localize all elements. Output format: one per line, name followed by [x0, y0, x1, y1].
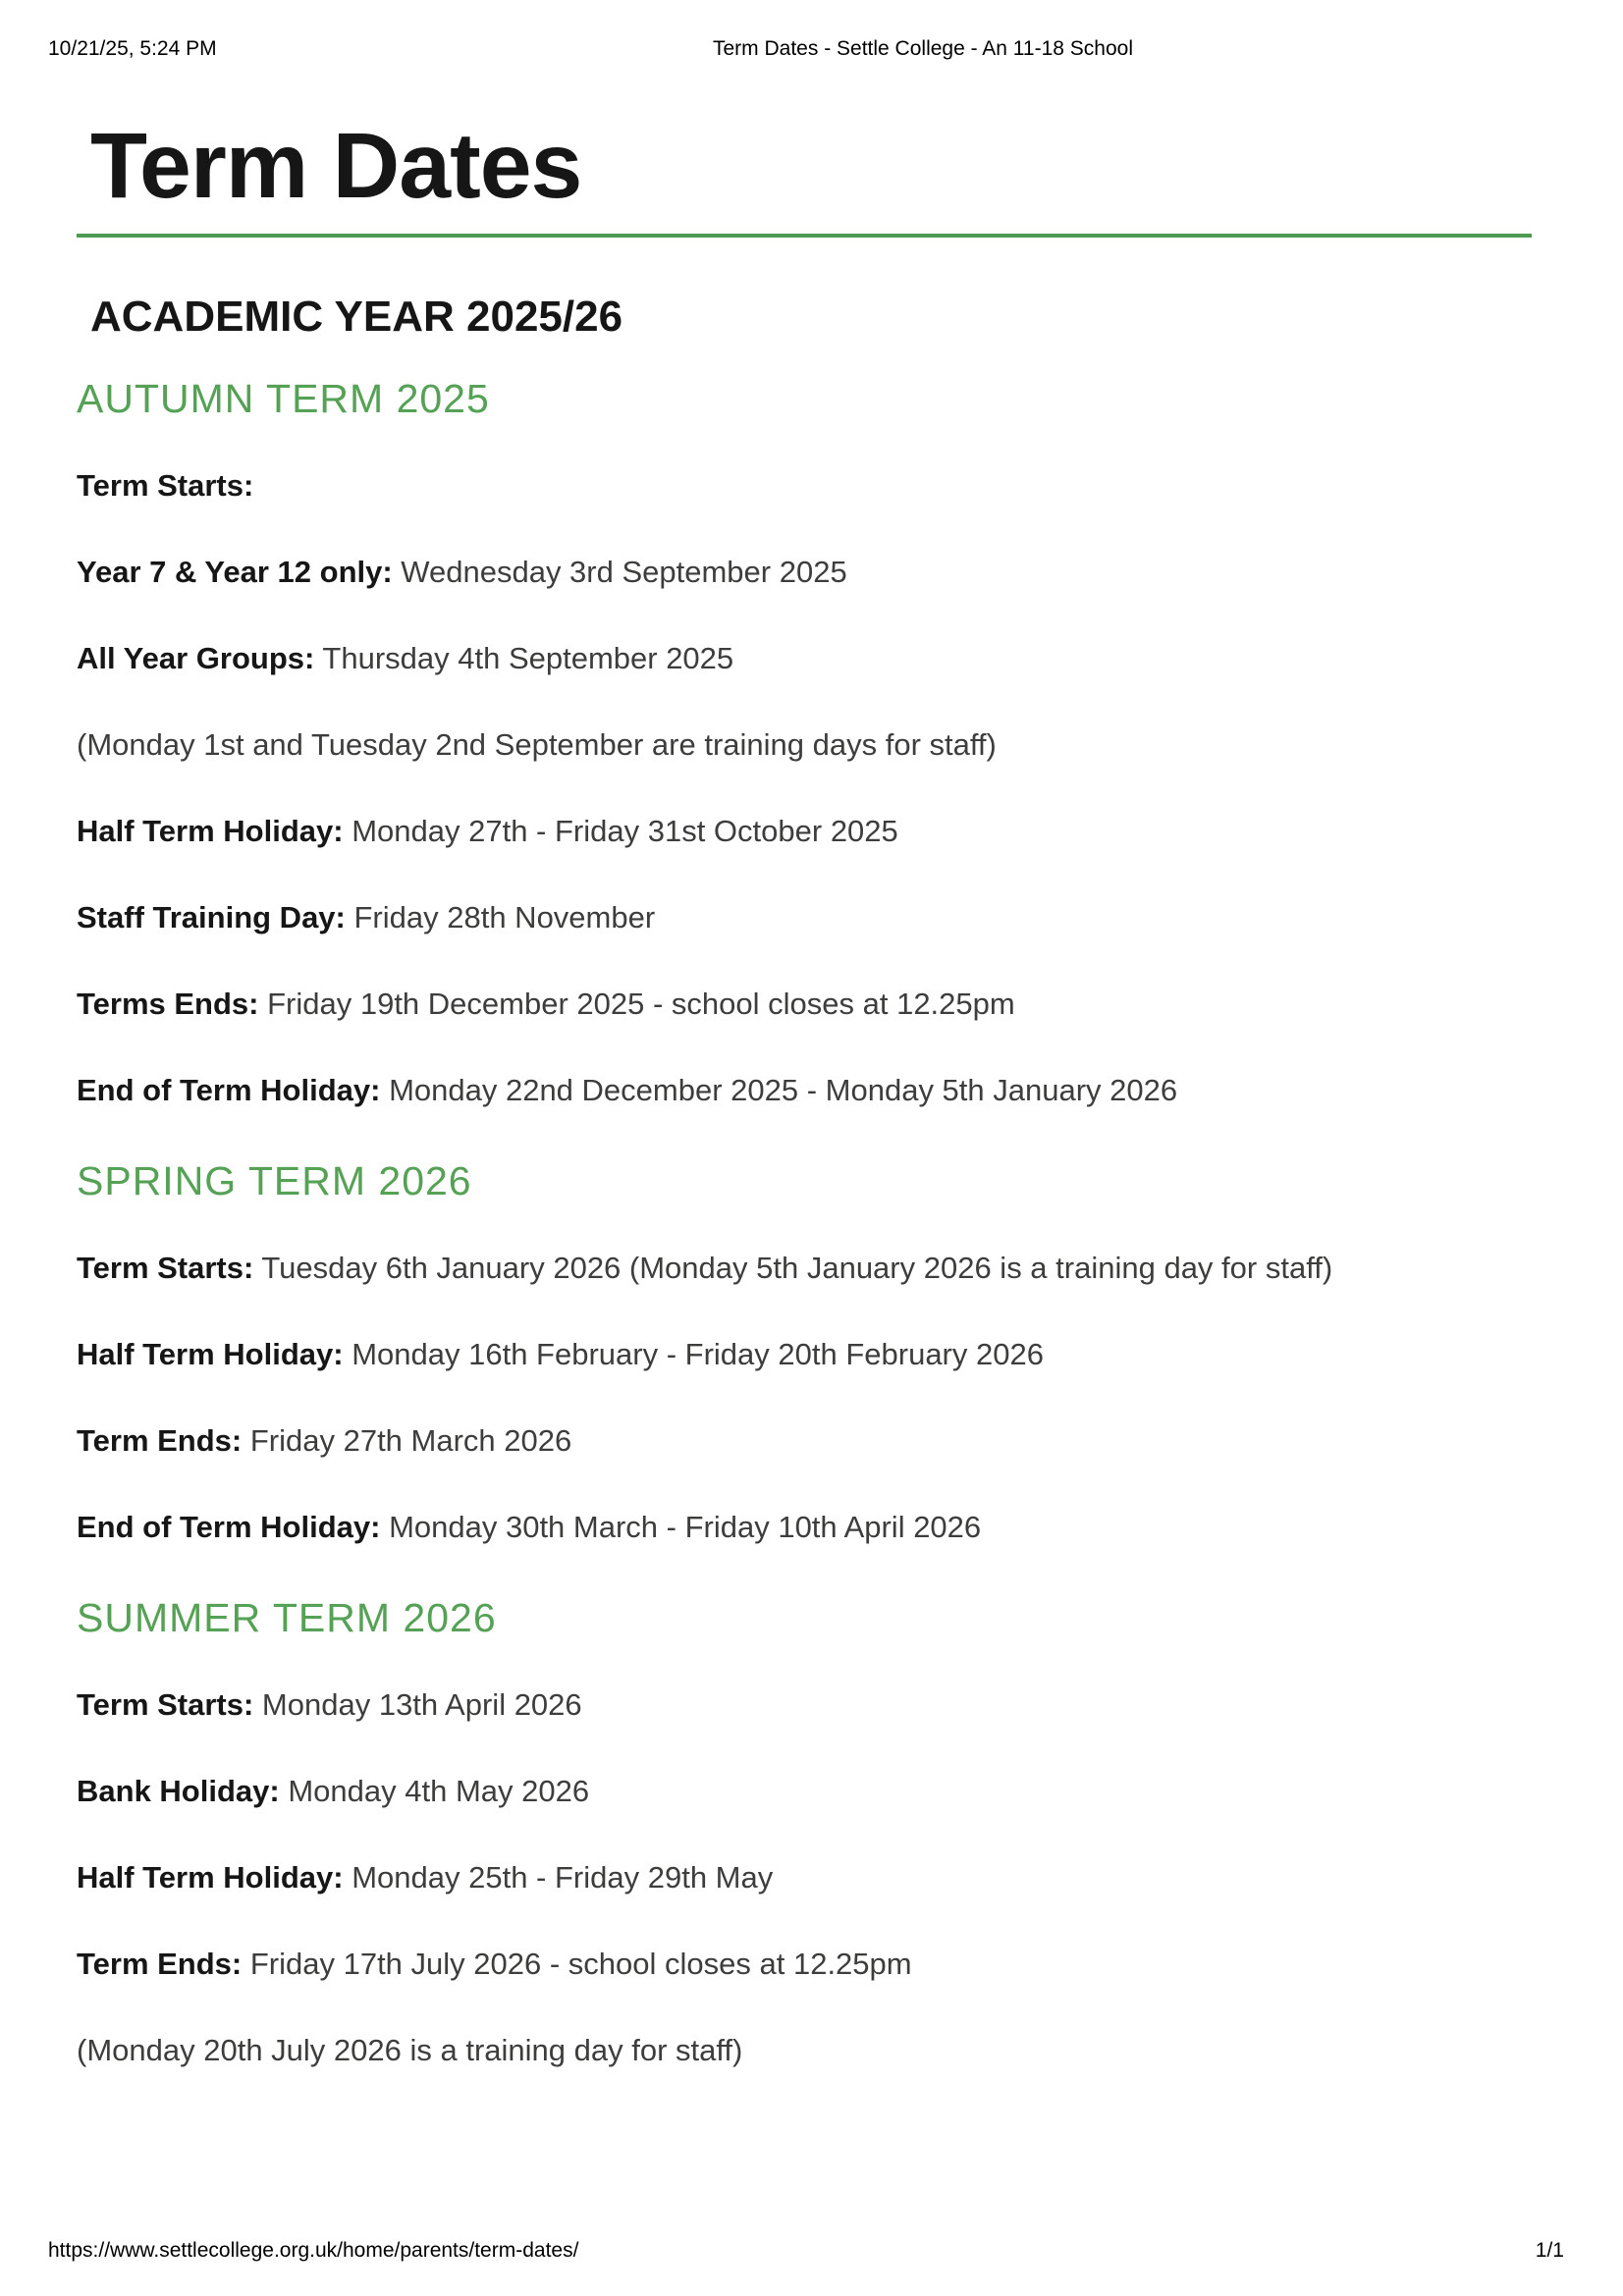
section-autumn-term — [77, 376, 1532, 1109]
term-date-line — [77, 640, 1532, 677]
term-date-line — [77, 899, 1532, 936]
term-date-line — [77, 2032, 1532, 2069]
term-date-line — [77, 1422, 1532, 1460]
term-date-line — [77, 813, 1532, 850]
term-date-line — [77, 1336, 1532, 1373]
term-date-line — [77, 1509, 1532, 1546]
term-date-value: (Monday 1st and Tuesday 2nd September are training days for staff) — [77, 727, 997, 763]
term-date-line — [77, 1686, 1532, 1724]
section-spring-term — [77, 1158, 1532, 1546]
term-date-label: All Year Groups: — [77, 641, 315, 676]
term-date-line — [77, 1250, 1532, 1287]
term-date-label: Half Term Holiday: — [77, 1860, 344, 1896]
term-date-line — [77, 554, 1532, 591]
term-date-label: End of Term Holiday: — [77, 1510, 381, 1545]
term-date-value: Monday 4th May 2026 — [279, 1774, 590, 1809]
term-date-label: Term Starts: — [77, 1251, 254, 1286]
term-date-line — [77, 726, 1532, 764]
term-date-value: Monday 13th April 2026 — [253, 1687, 582, 1723]
term-date-value: Tuesday 6th January 2026 (Monday 5th January 2026 is a training day for staff) — [253, 1251, 1333, 1286]
term-date-value: Monday 30th March - Friday 10th April 2026 — [380, 1510, 982, 1545]
page-title: Term Dates — [90, 114, 582, 218]
term-date-value: Wednesday 3rd September 2025 — [392, 555, 847, 590]
term-date-line — [77, 1773, 1532, 1810]
term-date-value: Monday 27th - Friday 31st October 2025 — [343, 814, 898, 849]
term-date-label: Half Term Holiday: — [77, 814, 344, 849]
title-divider — [77, 234, 1532, 238]
term-date-line — [77, 986, 1532, 1023]
term-date-label: Terms Ends: — [77, 987, 259, 1022]
term-date-label: Year 7 & Year 12 only: — [77, 555, 393, 590]
term-date-label: End of Term Holiday: — [77, 1073, 381, 1108]
print-timestamp: 10/21/25, 5:24 PM — [48, 37, 217, 60]
term-date-label: Half Term Holiday: — [77, 1337, 344, 1372]
summer-term-heading: SUMMER TERM 2026 — [77, 1595, 497, 1641]
term-date-value: Friday 17th July 2026 - school closes at 12.25pm — [242, 1947, 912, 1982]
print-url: https://www.settlecollege.org.uk/home/parents/term-dates/ — [48, 2239, 579, 2262]
term-date-label: Term Ends: — [77, 1423, 243, 1459]
term-date-value: Thursday 4th September 2025 — [314, 641, 734, 676]
term-date-value: Monday 22nd December 2025 - Monday 5th January 2026 — [380, 1073, 1178, 1108]
term-date-label: Term Starts: — [77, 1687, 254, 1723]
print-document-title: Term Dates - Settle College - An 11-18 School — [713, 37, 1133, 60]
academic-year-heading: ACADEMIC YEAR 2025/26 — [90, 293, 623, 342]
term-date-value: Friday 27th March 2026 — [242, 1423, 572, 1459]
term-date-line — [77, 1859, 1532, 1896]
term-date-value: Friday 28th November — [345, 900, 656, 935]
term-date-label: Staff Training Day: — [77, 900, 346, 935]
term-date-line — [77, 1072, 1532, 1109]
autumn-term-heading: AUTUMN TERM 2025 — [77, 375, 490, 421]
term-date-value: Monday 16th February - Friday 20th February 2026 — [343, 1337, 1044, 1372]
term-date-value: Monday 25th - Friday 29th May — [343, 1860, 774, 1896]
spring-term-heading: SPRING TERM 2026 — [77, 1158, 472, 1204]
term-date-value: (Monday 20th July 2026 is a training day for staff) — [77, 2033, 743, 2068]
term-date-label: Bank Holiday: — [77, 1774, 280, 1809]
section-summer-term — [77, 1595, 1532, 2069]
term-date-line — [77, 1946, 1532, 1983]
print-page-number: 1/1 — [1535, 2239, 1564, 2262]
term-date-label: Term Starts: — [77, 468, 254, 504]
term-date-value: Friday 19th December 2025 - school closes at 12.25pm — [258, 987, 1015, 1022]
term-date-line — [77, 467, 1532, 505]
term-date-label: Term Ends: — [77, 1947, 243, 1982]
